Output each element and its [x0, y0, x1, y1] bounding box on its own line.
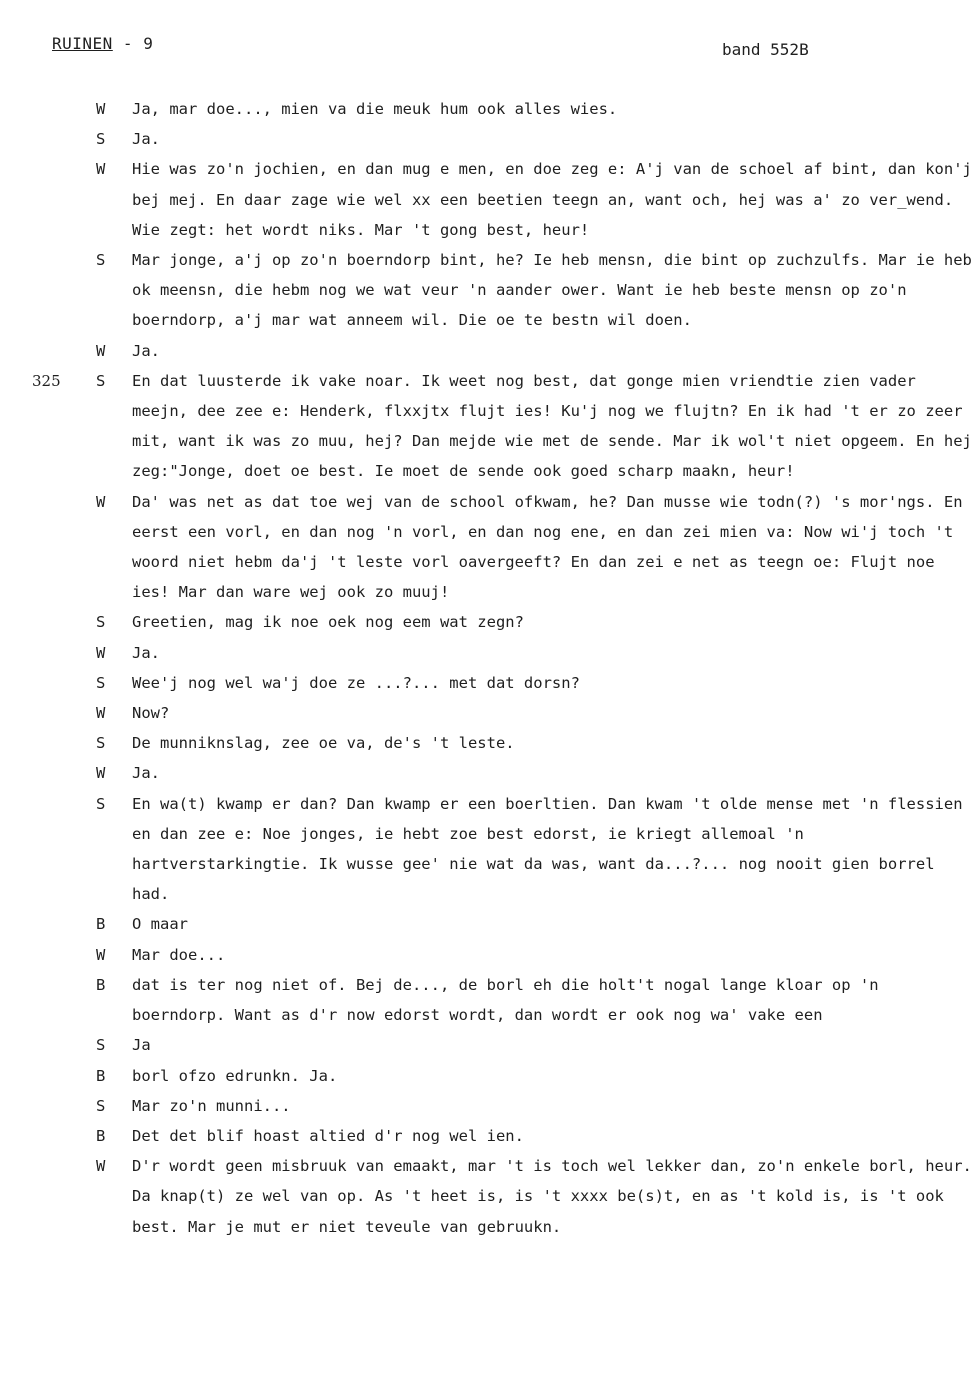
- utterance-text: Ja.: [132, 130, 160, 149]
- utterance-text: Mar doe...: [132, 945, 226, 964]
- transcript-turn: [96, 698, 976, 728]
- utterance-text: Greetien, mag ik noe oek nog eem wat zegn?: [132, 613, 524, 632]
- transcript-turn: [96, 940, 976, 970]
- transcript-turn: [96, 1091, 976, 1121]
- transcript-turn: [96, 1121, 976, 1151]
- speaker-label: W: [96, 492, 106, 511]
- transcript-turn: [96, 124, 976, 154]
- transcript-turn: [96, 758, 976, 788]
- speaker-label: B: [96, 1066, 106, 1085]
- speaker-label: W: [96, 1157, 106, 1176]
- utterance-text: Now?: [132, 704, 170, 723]
- speaker-label: S: [96, 613, 106, 632]
- utterance-text: Ja: [132, 1036, 151, 1055]
- transcript-turn: [96, 487, 976, 608]
- speaker-label: W: [96, 704, 106, 723]
- utterance-text: En dat luusterde ik vake noar. Ik weet nog best, dat gonge mien vriendtie zien vader meejn, dee zee e: Henderk, flxxjtx flujt ies! Ku'j nog we flujtn? En ik had 't er zo zeer mit, want ik was zo muu, hej? Dan mejde wie met de sende. Mar ik wol't niet opgeem. En hej zeg:"Jonge, doet oe best. Ie moet de sende ook goed scharp maakn, heur!: [132, 371, 972, 481]
- line-number: 325: [32, 371, 61, 390]
- utterance-text: dat is ter nog niet of. Bej de..., de borl eh die holt't nogal lange kloar op 'n boerndorp. Want as d'r now edorst wordt, dan wordt er ook nog wa' vake een: [132, 975, 879, 1025]
- transcript-turn: [96, 245, 976, 336]
- transcript-turn: [96, 728, 976, 758]
- transcript-turn: [96, 668, 976, 698]
- transcript-turn: [96, 336, 976, 366]
- transcript-turn: [96, 1030, 976, 1060]
- utterance-text: Mar jonge, a'j op zo'n boerndorp bint, he? Ie heb mensn, die bint op zuchzulfs. Mar ie heb ok meensn, die hebm nog we wat veur 'n aander ower. Want ie heb beste mensn op zo'n boerndorp, a'j mar wat anneem wil. Die oe te bestn wil doen.: [132, 251, 972, 330]
- speaker-label: S: [96, 734, 106, 753]
- speaker-label: S: [96, 371, 106, 390]
- document-title: RUINEN: [52, 34, 113, 53]
- transcript-turn: [96, 1151, 976, 1242]
- transcript-turn: [96, 1061, 976, 1091]
- speaker-label: S: [96, 251, 106, 270]
- utterance-text: Hie was zo'n jochien, en dan mug e men, en doe zeg e: A'j van de schoel af bint, dan kon'j bej mej. En daar zage wie wel xx een beetien teegn an, want och, hej was a' zo ver_wend. Wie zegt: het wordt niks. Mar 't gong best, heur!: [132, 160, 972, 239]
- transcript-turn: [96, 789, 976, 910]
- utterance-text: En wa(t) kwamp er dan? Dan kwamp er een boerltien. Dan kwam 't olde mense met 'n flessien en dan zee e: Noe jonges, ie hebt zoe best edorst, ie kriegt allemoal 'n hartverstarkingtie. Ik wusse gee' nie wat da was, want da...?... nog nooit gien borrel had.: [132, 794, 963, 904]
- utterance-text: Ja.: [132, 643, 160, 662]
- speaker-label: S: [96, 794, 106, 813]
- utterance-text: Ja.: [132, 341, 160, 360]
- utterance-text: O maar: [132, 915, 188, 934]
- document-header: [52, 34, 153, 53]
- speaker-label: W: [96, 643, 106, 662]
- page-number: - 9: [112, 34, 154, 53]
- transcript-turn: [96, 638, 976, 668]
- utterance-text: Mar zo'n munni...: [132, 1096, 291, 1115]
- speaker-label: B: [96, 975, 106, 994]
- speaker-label: S: [96, 1096, 106, 1115]
- speaker-label: W: [96, 341, 106, 360]
- speaker-label: S: [96, 673, 106, 692]
- transcript-turn: [96, 970, 976, 1030]
- utterance-text: Ja, mar doe..., mien va die meuk hum ook alles wies.: [132, 100, 618, 118]
- utterance-text: Ja.: [132, 764, 160, 783]
- utterance-text: Det det blif hoast altied d'r nog wel ien.: [132, 1126, 524, 1145]
- speaker-label: B: [96, 915, 106, 934]
- transcript-turn: [32, 366, 976, 487]
- transcript-turn: [96, 154, 976, 245]
- speaker-label: W: [96, 764, 106, 783]
- speaker-label: S: [96, 1036, 106, 1055]
- speaker-label: W: [96, 100, 106, 118]
- transcript-turn: [96, 94, 976, 124]
- utterance-text: D'r wordt geen misbruuk van emaakt, mar 't is toch wel lekker dan, zo'n enkele borl, heur. Da knap(t) ze wel van op. As 't heet is, is 't xxxx be(s)t, en as 't kold is, is 't ook best. Mar je mut er niet teveule van gebruukn.: [132, 1157, 972, 1236]
- speaker-label: W: [96, 945, 106, 964]
- transcript-turn: [96, 909, 976, 939]
- utterance-text: De munniknslag, zee oe va, de's 't leste.: [132, 734, 515, 753]
- speaker-label: B: [96, 1126, 106, 1145]
- utterance-text: Da' was net as dat toe wej van de school ofkwam, he? Dan musse wie todn(?) 's mor'ngs. En eerst een vorl, en dan nog 'n vorl, en dan nog ene, en dan zei mien va: Now wi'j toch 't woord niet hebm da'j 't leste vorl oavergeeft? En dan zei e net as teegn oe: Flujt noe ies! Mar dan ware wej ook zo muuj!: [132, 492, 963, 602]
- speaker-label: S: [96, 130, 106, 149]
- transcript-turn: [96, 607, 976, 637]
- utterance-text: borl ofzo edrunkn. Ja.: [132, 1066, 338, 1085]
- utterance-text: Wee'j nog wel wa'j doe ze ...?... met dat dorsn?: [132, 673, 580, 692]
- band-label: band 552B: [722, 40, 809, 59]
- transcript: [32, 94, 976, 1242]
- speaker-label: W: [96, 160, 106, 179]
